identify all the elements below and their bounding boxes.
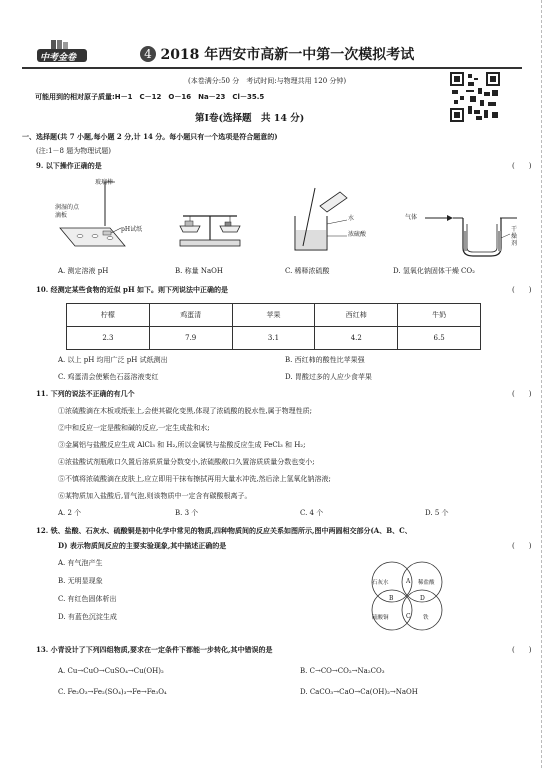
q12-option-c: C. 有红色固体析出: [58, 595, 117, 603]
table-header-row: [67, 304, 481, 327]
logo-text: 中考金卷: [40, 53, 77, 63]
q9-figure-b: [180, 216, 240, 246]
q11-item: ⑤不慎将浓硫酸滴在皮肤上,应立即用干抹布擦拭再用大量水冲洗,然后涂上氢氧化钠溶液;: [58, 475, 331, 483]
q12-region-a: A: [406, 578, 411, 585]
q12-label-hcl: 稀盐酸: [418, 580, 435, 586]
q12-label-cuso4: 硫酸铜: [372, 615, 389, 621]
q12-option-b: B. 无明显现象: [58, 577, 103, 585]
section-note: (注:1－8 题为物理试题): [36, 147, 111, 155]
q12-stem-line2: D) 表示物质间反应的主要实验现象,其中描述正确的是: [58, 541, 227, 550]
q13-option-c: C. Fe₂O₃→Fe₂(SO₄)₃→Fe→Fe₃O₄: [58, 688, 167, 696]
q11-item: ①浓硫酸滴在木板或纸张上,会使其碳化变黑,体现了浓硫酸的脱水性,属于物理性质;: [58, 407, 313, 415]
q9-c-acid-label: 浓硫酸: [348, 231, 367, 238]
logo: [37, 40, 87, 64]
section-title: 第Ⅰ卷(选择题 共 14 分): [195, 113, 305, 124]
q12-region-c: C: [406, 613, 411, 620]
q12-option-d: D. 有蓝色沉淀生成: [58, 613, 117, 621]
q9-option-a: A. 测定溶液 pH: [58, 267, 109, 275]
q11-option-b: B. 3 个: [175, 509, 199, 517]
q9-figures: [55, 176, 525, 264]
atomic-masses: 可能用到的相对原子质量:H－1 C－12 O－16 Na－23 Cl－35.5: [35, 93, 265, 101]
q9-c-water-label: 水: [348, 215, 355, 222]
page-title: 2018 年西安市高新一中第一次模拟考试: [160, 47, 415, 63]
q11-item: ②中和反应一定是酸和碱的反应,一定生成盐和水;: [58, 424, 210, 432]
q10-option-a: A. 以上 pH 均用广泛 pH 试纸测出: [58, 356, 168, 364]
q11-option-a: A. 2 个: [58, 509, 82, 517]
page-edge-dashed-line: [541, 0, 543, 768]
q11-option-c: C. 4 个: [300, 509, 324, 517]
q12-region-d: D: [420, 595, 425, 602]
table-row: [67, 327, 481, 350]
q13-option-a: A. Cu→CuO→CuSO₄→Cu(OH)₂: [58, 667, 164, 675]
page-title-row: [140, 44, 414, 64]
q9-answer-paren: ( ): [512, 162, 532, 170]
q12-circle-diagram: [360, 556, 455, 636]
q10-answer-paren: ( ): [512, 286, 532, 294]
table-header-cell: 鸡蛋清: [149, 304, 232, 327]
q11-stem: 11. 下列的说法不正确的有几个: [36, 389, 135, 398]
q9-a-paper-label: pH试纸: [121, 226, 143, 233]
q9-option-c: C. 稀释浓硫酸: [285, 267, 330, 275]
q9-option-d: D. 氢氧化钠固体干燥 CO₂: [393, 267, 475, 275]
table-cell: 4.2: [315, 327, 398, 350]
q9-figure-c: [295, 188, 347, 250]
q13-stem: 13. 小青设计了下列四组物质,要求在一定条件下都能一步转化,其中错误的是: [36, 645, 273, 654]
q9-a-tile-label: 润湿的点滴板: [55, 204, 80, 219]
q9-d-dry-label: 干燥剂: [511, 226, 518, 247]
table-cell: 6.5: [398, 327, 481, 350]
table-header-cell: 牛奶: [398, 304, 481, 327]
q10-option-c: C. 鸡蛋清会使紫色石蕊溶液变红: [58, 373, 159, 381]
qr-code: [450, 72, 500, 122]
table-cell: 3.1: [232, 327, 315, 350]
q9-figure-d: [425, 215, 517, 256]
q9-d-gas-label: 气体: [405, 214, 418, 221]
q12-option-a: A. 有气泡产生: [58, 559, 103, 567]
table-header-cell: 柠檬: [67, 304, 150, 327]
q13-option-d: D. CaCO₃→CaO→Ca(OH)₂→NaOH: [300, 688, 418, 696]
table-header-cell: 苹果: [232, 304, 315, 327]
q9-stem: 9. 以下操作正确的是: [36, 161, 102, 170]
title-underline: [22, 67, 522, 69]
table-cell: 7.9: [149, 327, 232, 350]
section-intro: 一、选择题(共 7 小题,每小题 2 分,计 14 分。每小题只有一个选项是符合题意的): [22, 132, 278, 141]
q12-answer-paren: ( ): [512, 542, 532, 550]
q10-stem: 10. 经测定某些食物的近似 pH 如下。则下列说法中正确的是: [36, 285, 228, 294]
exam-number-badge: 4: [140, 46, 156, 62]
q12-label-iron: 铁: [423, 615, 429, 621]
q9-a-rod-label: 玻璃棒: [95, 179, 114, 186]
q11-item: ③金属铝与盐酸反应生成 AlCl₃ 和 H₂,所以金属铁与盐酸反应生成 FeCl₃ 和 H₂;: [58, 441, 306, 449]
q11-answer-paren: ( ): [512, 390, 532, 398]
q10-option-d: D. 胃酸过多的人应少食苹果: [285, 373, 372, 381]
q10-ph-table: [66, 303, 481, 350]
q12-stem-line1: 12. 铁、盐酸、石灰水、硫酸铜是初中化学中常见的物质,四种物质间的反应关系如图所示,图中两圆相交部分(A、B、C、: [36, 526, 412, 535]
table-header-cell: 西红柿: [315, 304, 398, 327]
q11-item: ⑥某物质加入盐酸后,冒气泡,则该物质中一定含有碳酸根离子。: [58, 492, 252, 500]
q11-option-d: D. 5 个: [425, 509, 449, 517]
q12-label-limewater: 石灰水: [372, 580, 389, 586]
q9-option-b: B. 称量 NaOH: [175, 267, 223, 275]
q10-option-b: B. 西红柿的酸性比苹果强: [285, 356, 365, 364]
q13-answer-paren: ( ): [512, 646, 532, 654]
table-cell: 2.3: [67, 327, 150, 350]
q13-option-b: B. C→CO→CO₂→Na₂CO₃: [300, 667, 385, 675]
q11-item: ④浓盐酸试剂瓶敞口久置后溶质质量分数变小,浓硫酸敞口久置溶质质量分数也变小;: [58, 458, 315, 466]
q12-region-b: B: [389, 595, 394, 602]
exam-info: (本卷满分:50 分 考试时间:与物理共用 120 分钟): [188, 77, 347, 85]
